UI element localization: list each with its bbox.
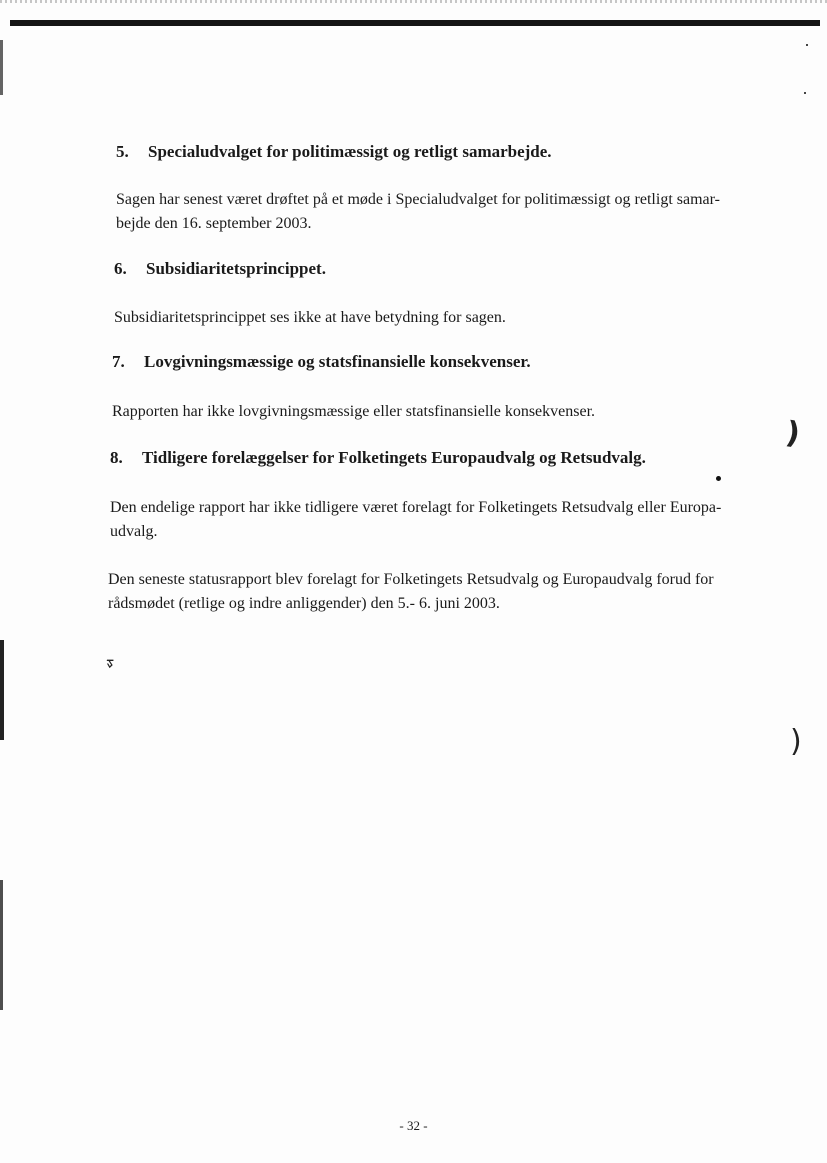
section-heading <box>110 448 646 468</box>
paragraph-line: Subsidiaritetsprincippet ses ikke at have betydning for sagen. <box>114 309 506 326</box>
section-title: Subsidiaritetsprincippet. <box>146 259 326 278</box>
section-title: Lovgivningsmæssige og statsfinansielle konsekvenser. <box>144 352 531 371</box>
scan-bracket-mark: ) <box>790 724 802 759</box>
paragraph <box>110 496 721 544</box>
scan-speck <box>804 92 806 94</box>
section-number: 6. <box>114 259 127 278</box>
scan-edge-artifact <box>0 0 827 3</box>
paragraph <box>112 400 595 424</box>
paragraph-line: bejde den 16. september 2003. <box>116 215 312 232</box>
scan-edge-artifact <box>0 640 4 740</box>
page-number: - 32 - <box>399 1118 428 1133</box>
paragraph-line: Rapporten har ikke lovgivningsmæssige eller statsfinansielle konsekvenser. <box>112 403 596 420</box>
section-heading <box>112 352 531 372</box>
paragraph-line: Den seneste statusrapport blev forelagt for Folketingets Retsudvalg og Europaudvalg forud for <box>108 571 714 588</box>
header-rule <box>10 20 820 26</box>
scan-edge-artifact <box>0 40 3 95</box>
paragraph-line: rådsmødet (retlige og indre anliggender) den 5.- 6. juni 2003. <box>108 595 500 612</box>
section-number: 8. <box>110 448 123 467</box>
paragraph <box>114 306 506 330</box>
paragraph-line: udvalg. <box>110 523 158 540</box>
section-number: 7. <box>112 352 125 371</box>
section-heading <box>114 259 326 279</box>
scan-dot <box>716 476 721 481</box>
scan-speck <box>806 44 808 46</box>
paragraph <box>116 188 720 236</box>
scan-edge-artifact <box>0 880 3 1010</box>
paragraph-line: Den endelige rapport har ikke tidligere været forelagt for Folketingets Retsudvalg eller Europa- <box>110 499 722 516</box>
section-title: Tidligere forelæggelser for Folketingets Europaudvalg og Retsudvalg. <box>142 448 646 467</box>
section-title: Specialudvalget for politimæssigt og retligt samarbejde. <box>148 142 552 161</box>
paragraph-line: Sagen har senest været drøftet på et møde i Specialudvalget for politimæssigt og retligt samar- <box>116 191 720 208</box>
scan-smudge: ᢌ <box>106 652 115 671</box>
paragraph <box>108 568 714 616</box>
scan-bracket-mark: ) <box>783 415 803 452</box>
section-heading <box>116 142 552 162</box>
section-number: 5. <box>116 142 129 161</box>
